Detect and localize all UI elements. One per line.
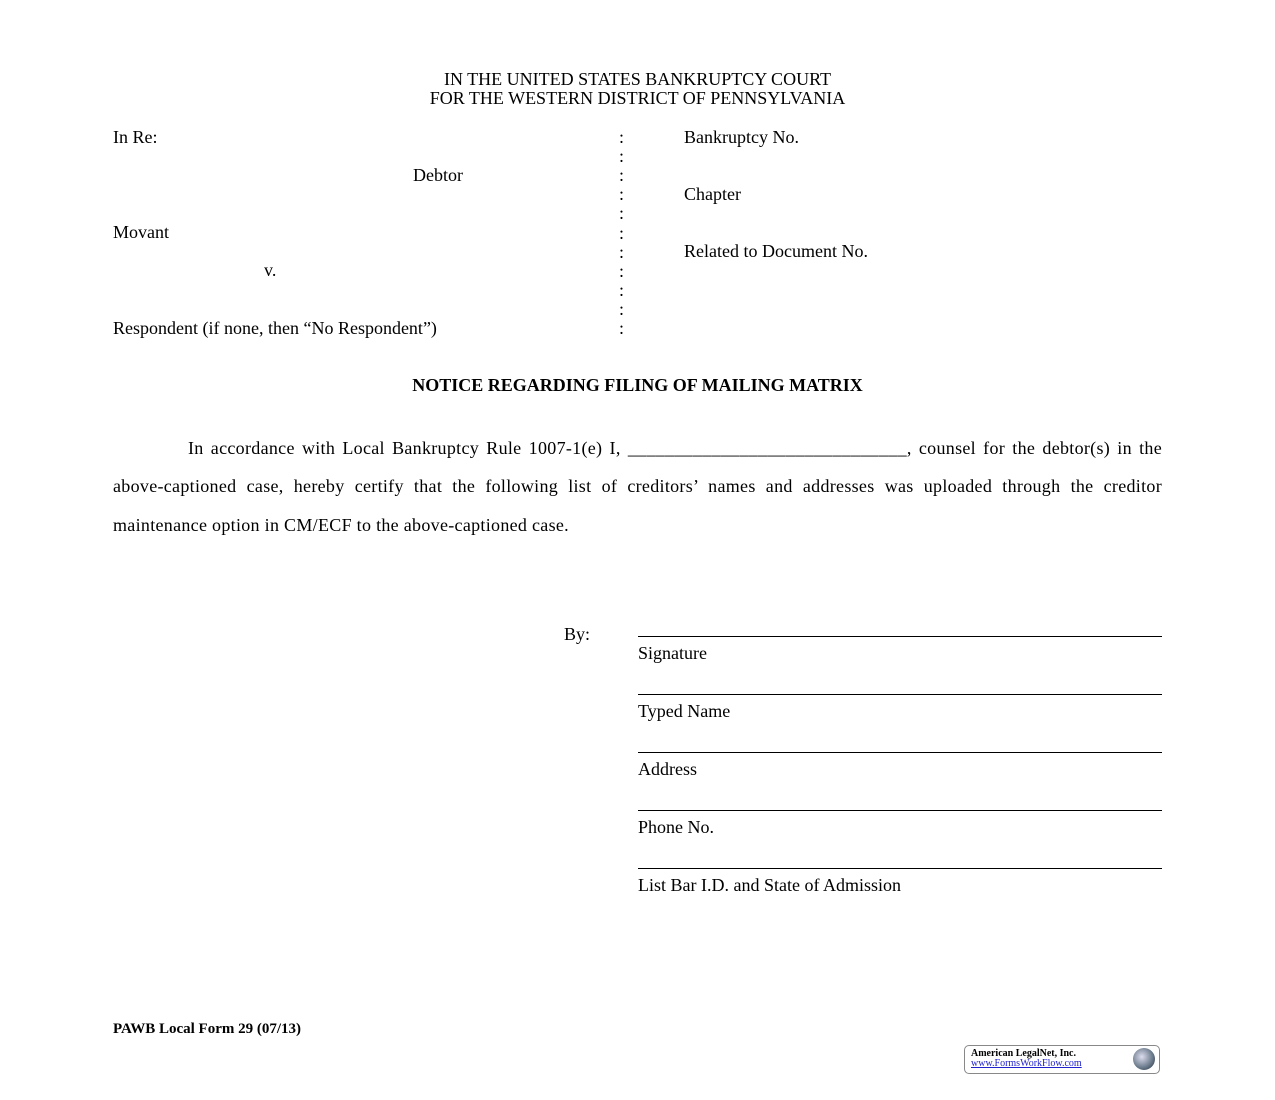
certification-paragraph bbox=[113, 429, 1162, 544]
globe-icon bbox=[1133, 1048, 1155, 1070]
caption-colon: : bbox=[619, 184, 625, 205]
signature-line-4[interactable] bbox=[638, 868, 1162, 869]
signature-field-label: List Bar I.D. and State of Admission bbox=[638, 875, 901, 895]
notice-title: NOTICE REGARDING FILING OF MAILING MATRIX bbox=[412, 375, 863, 395]
american-legalnet-logo bbox=[964, 1045, 1160, 1074]
in-re-label: In Re: bbox=[113, 127, 158, 147]
caption-colon: : bbox=[619, 298, 625, 319]
caption-colon: : bbox=[619, 318, 625, 338]
caption-colon: : bbox=[619, 127, 625, 147]
signature-field-label: Phone No. bbox=[638, 817, 714, 837]
caption-colon: : bbox=[619, 165, 625, 186]
respondent-label: Respondent (if none, then “No Respondent”) bbox=[113, 318, 437, 338]
signature-field-label: Signature bbox=[638, 643, 707, 663]
signature-line-0[interactable] bbox=[638, 636, 1162, 637]
signature-field-label: Typed Name bbox=[638, 701, 731, 721]
logo-name: American LegalNet, Inc. bbox=[971, 1048, 1076, 1059]
court-name: IN THE UNITED STATES BANKRUPTCY COURT bbox=[444, 69, 831, 89]
court-district: FOR THE WESTERN DISTRICT OF PENNSYLVANIA bbox=[429, 88, 846, 108]
movant-label: Movant bbox=[113, 222, 169, 242]
by-label: By: bbox=[564, 624, 591, 644]
signature-line-1[interactable] bbox=[638, 694, 1162, 695]
caption-colon: : bbox=[619, 203, 625, 224]
related-document-label: Related to Document No. bbox=[684, 241, 868, 261]
form-identifier: PAWB Local Form 29 (07/13) bbox=[113, 1021, 302, 1037]
bankruptcy-no-label: Bankruptcy No. bbox=[684, 127, 799, 147]
caption-colon: : bbox=[619, 260, 625, 281]
caption-colon: : bbox=[619, 146, 625, 167]
versus-label: v. bbox=[264, 260, 277, 280]
debtor-label: Debtor bbox=[413, 165, 463, 185]
chapter-label: Chapter bbox=[684, 184, 741, 204]
certification-text: In accordance with Local Bankruptcy Rule 1007-1(e) I, ______________________________, counsel for the debtor(s) in the above-captioned case, hereby certify that the following list of creditors’ names and addresses was uploaded through the creditor maintenance option in CM/ECF to the above-captioned case. bbox=[113, 438, 1162, 535]
signature-field-label: Address bbox=[638, 759, 697, 779]
signature-line-3[interactable] bbox=[638, 810, 1162, 811]
logo-url-link[interactable]: www.FormsWorkFlow.com bbox=[971, 1058, 1082, 1069]
caption-colon: : bbox=[619, 222, 625, 243]
caption-colon: : bbox=[619, 241, 625, 262]
caption-colon: : bbox=[619, 279, 625, 300]
signature-line-2[interactable] bbox=[638, 752, 1162, 753]
